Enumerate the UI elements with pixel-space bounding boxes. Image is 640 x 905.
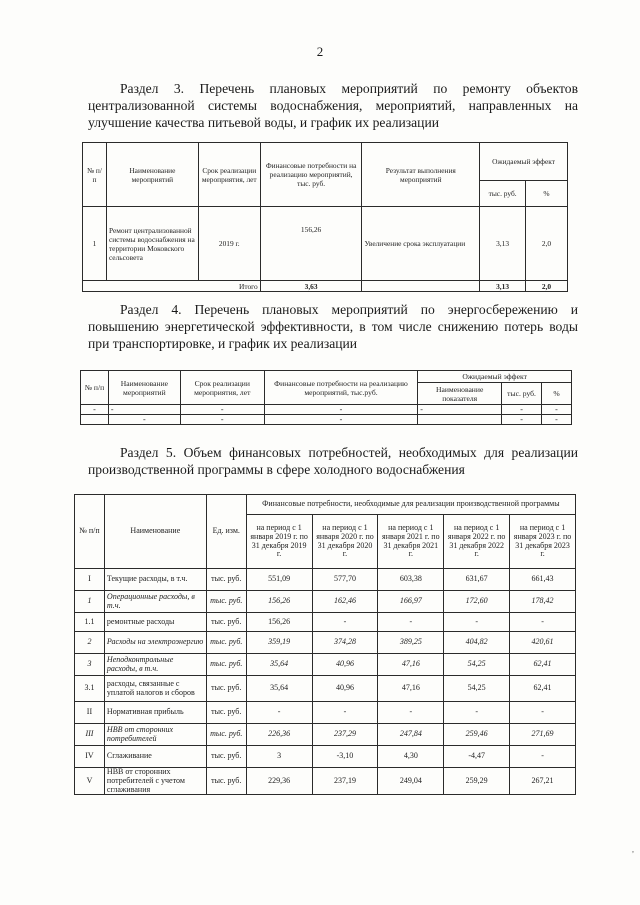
cell: - [264, 415, 418, 425]
col-name: Наименование [104, 495, 206, 569]
cell-value: 631,67 [444, 569, 510, 591]
total-label: Итого [83, 281, 261, 292]
section4-table [80, 370, 572, 425]
cell: - [542, 405, 572, 415]
col-name: Наименование мероприятий [106, 143, 198, 207]
cell-name: Ремонт централизованной системы водоснабжения на территории Моковского сельсовета [106, 207, 198, 281]
col-effect-rub: тыс. руб. [480, 181, 526, 207]
cell-value: 661,43 [510, 569, 576, 591]
cell-value: 4,30 [378, 746, 444, 768]
cell-value: 156,26 [246, 613, 312, 632]
cell-value: 54,25 [444, 654, 510, 676]
cell-value: 237,29 [312, 724, 378, 746]
cell-num: 1.1 [75, 613, 105, 632]
col-term: Срок реализации мероприятия, лет [180, 371, 264, 405]
cell-value: 40,96 [312, 654, 378, 676]
cell: - [108, 415, 180, 425]
cell-unit: тыс. руб. [206, 746, 246, 768]
section5-table [74, 494, 576, 795]
table-row [75, 676, 576, 702]
cell-value: 156,26 [246, 591, 312, 613]
table-row [75, 702, 576, 724]
col-finance: Финансовые потребности, необходимые для реализации производственной программы [246, 495, 575, 515]
cell-num: II [75, 702, 105, 724]
cell-value: - [444, 702, 510, 724]
cell-name: НВВ от сторонних потребителей [104, 724, 206, 746]
col-period-2022: на период с 1 января 2022 г. по 31 декабря 2022 г. [444, 515, 510, 569]
col-effect: Ожидаемый эффект [480, 143, 568, 181]
table-row [75, 724, 576, 746]
col-finance: Финансовые потребности на реализацию мероприятий, тыс. руб. [260, 143, 362, 207]
cell-value: 47,16 [378, 654, 444, 676]
cell-num: 1 [75, 591, 105, 613]
cell-num: 3.1 [75, 676, 105, 702]
cell-name: Расходы на электроэнергию [104, 632, 206, 654]
cell-value: 62,41 [510, 676, 576, 702]
cell-value: - [312, 613, 378, 632]
cell-num: IV [75, 746, 105, 768]
cell-value: - [510, 746, 576, 768]
table-row [75, 632, 576, 654]
cell-value: -3,10 [312, 746, 378, 768]
cell-value: 54,25 [444, 676, 510, 702]
cell-value: 389,25 [378, 632, 444, 654]
cell-num: 1 [83, 207, 107, 281]
cell-value: 166,97 [378, 591, 444, 613]
cell-result: Увеличение срока эксплуатации [362, 207, 480, 281]
cell-value: - [510, 702, 576, 724]
cell-num: 2 [75, 632, 105, 654]
cell-unit: тыс. руб. [206, 654, 246, 676]
total-result [362, 281, 480, 292]
cell-num: 3 [75, 654, 105, 676]
cell-num: I [75, 569, 105, 591]
cell-unit: тыс. руб. [206, 676, 246, 702]
col-period-2020: на период с 1 января 2020 г. по 31 декабря 2020 г. [312, 515, 378, 569]
cell-term: 2019 г. [198, 207, 260, 281]
cell-value: 374,28 [312, 632, 378, 654]
table-row [75, 591, 576, 613]
cell-value: 359,19 [246, 632, 312, 654]
col-effect-rub: тыс. руб. [502, 383, 542, 405]
table-row [75, 768, 576, 795]
cell-value: 603,38 [378, 569, 444, 591]
cell-num: V [75, 768, 105, 795]
col-result: Результат выполнения мероприятий [362, 143, 480, 207]
cell-value: 35,64 [246, 676, 312, 702]
cell-unit: тыс. руб. [206, 591, 246, 613]
cell-value: 271,69 [510, 724, 576, 746]
cell-name: Сглаживание [104, 746, 206, 768]
cell-value: 420,61 [510, 632, 576, 654]
cell-name: Операционные расходы, в т.ч. [104, 591, 206, 613]
cell-value: 249,04 [378, 768, 444, 795]
cell [418, 415, 502, 425]
cell-unit: тыс. руб. [206, 569, 246, 591]
page-number: 2 [316, 44, 324, 59]
col-effect-pct: % [542, 383, 572, 405]
cell-name: Неподконтрольные расходы, в т.ч. [104, 654, 206, 676]
cell-value: 162,46 [312, 591, 378, 613]
cell-value: 3 [246, 746, 312, 768]
cell-value: 551,09 [246, 569, 312, 591]
total-finance: 3,63 [260, 281, 362, 292]
total-effect-rub: 3,13 [480, 281, 526, 292]
cell-unit: тыс. руб. [206, 724, 246, 746]
col-indicator: Наименование показателя [418, 383, 502, 405]
col-num: № п/ п [83, 143, 107, 207]
cell-finance: 156,26 [260, 207, 362, 281]
cell-value: 404,82 [444, 632, 510, 654]
cell-name: расходы, связанные с уплатой налогов и сборов [104, 676, 206, 702]
cell-unit: тыс. руб. [206, 613, 246, 632]
total-effect-pct: 2,0 [526, 281, 568, 292]
table-row [81, 415, 572, 425]
cell: - [180, 415, 264, 425]
table-row [75, 569, 576, 591]
table-row [81, 405, 572, 415]
section3-heading: Раздел 3. Перечень плановых мероприятий по ремонту объектов централизованной системы водоснабжения, мероприятий, направленных на улучшение качества питьевой воды, и график их реализации [88, 81, 578, 130]
cell-value: 259,46 [444, 724, 510, 746]
cell-value: - [312, 702, 378, 724]
col-name: Наименование мероприятий [108, 371, 180, 405]
section4-heading: Раздел 4. Перечень плановых мероприятий по энергосбережению и повышению энергетической эффективности, в том числе снижению потерь воды при транспортировке, и график их реализации [88, 302, 578, 351]
cell-value: 178,42 [510, 591, 576, 613]
cell-unit: тыс. руб. [206, 632, 246, 654]
table-row [75, 746, 576, 768]
cell-effect-rub: 3,13 [480, 207, 526, 281]
col-num: № п/п [81, 371, 109, 405]
cell: - [81, 405, 109, 415]
cell: - [180, 405, 264, 415]
cell-unit: тыс. руб. [206, 768, 246, 795]
col-term: Срок реализации мероприятия, лет [198, 143, 260, 207]
cell: - [264, 405, 418, 415]
cell: - [502, 415, 542, 425]
cell-name: Нормативная прибыль [104, 702, 206, 724]
table-row [75, 654, 576, 676]
cell-value: 259,29 [444, 768, 510, 795]
cell-value: 47,16 [378, 676, 444, 702]
col-effect-pct: % [526, 181, 568, 207]
cell-name: Текущие расходы, в т.ч. [104, 569, 206, 591]
cell [81, 415, 109, 425]
cell-value: 267,21 [510, 768, 576, 795]
cell-num: III [75, 724, 105, 746]
cell-value: -4,47 [444, 746, 510, 768]
cell-value: 40,96 [312, 676, 378, 702]
cell-value: 577,70 [312, 569, 378, 591]
section5-heading: Раздел 5. Объем финансовых потребностей, необходимых для реализации производственной программы в сфере холодного водоснабжения [88, 445, 578, 477]
cell-value: 226,36 [246, 724, 312, 746]
margin-mark: , [632, 845, 634, 854]
cell-effect-pct: 2,0 [526, 207, 568, 281]
cell: - [502, 405, 542, 415]
cell-name: НВВ от сторонних потребителей с учетом сглаживания [104, 768, 206, 795]
cell-value: 229,36 [246, 768, 312, 795]
cell-value: 35,64 [246, 654, 312, 676]
cell: - [418, 405, 502, 415]
cell-value: - [378, 702, 444, 724]
col-unit: Ед. изм. [206, 495, 246, 569]
cell-value: - [378, 613, 444, 632]
section3-table [82, 142, 568, 292]
total-row [83, 281, 568, 292]
cell: - [542, 415, 572, 425]
col-period-2019: на период с 1 января 2019 г. по 31 декабря 2019 г. [246, 515, 312, 569]
cell-value: - [246, 702, 312, 724]
table-row [83, 207, 568, 281]
cell-value: 247,84 [378, 724, 444, 746]
cell-value: 172,60 [444, 591, 510, 613]
table-row [75, 613, 576, 632]
col-effect: Ожидаемый эффект [418, 371, 572, 383]
cell-value: - [510, 613, 576, 632]
cell-value: - [444, 613, 510, 632]
cell-unit: тыс. руб. [206, 702, 246, 724]
cell-name: ремонтные расходы [104, 613, 206, 632]
cell-value: 237,19 [312, 768, 378, 795]
cell-value: 62,41 [510, 654, 576, 676]
col-finance: Финансовые потребности на реализацию мероприятий, тыс.руб. [264, 371, 418, 405]
col-period-2023: на период с 1 января 2023 г. по 31 декабря 2023 г. [510, 515, 576, 569]
cell: - [108, 405, 180, 415]
col-period-2021: на период с 1 января 2021 г. по 31 декабря 2021 г. [378, 515, 444, 569]
col-num: № п/п [75, 495, 105, 569]
